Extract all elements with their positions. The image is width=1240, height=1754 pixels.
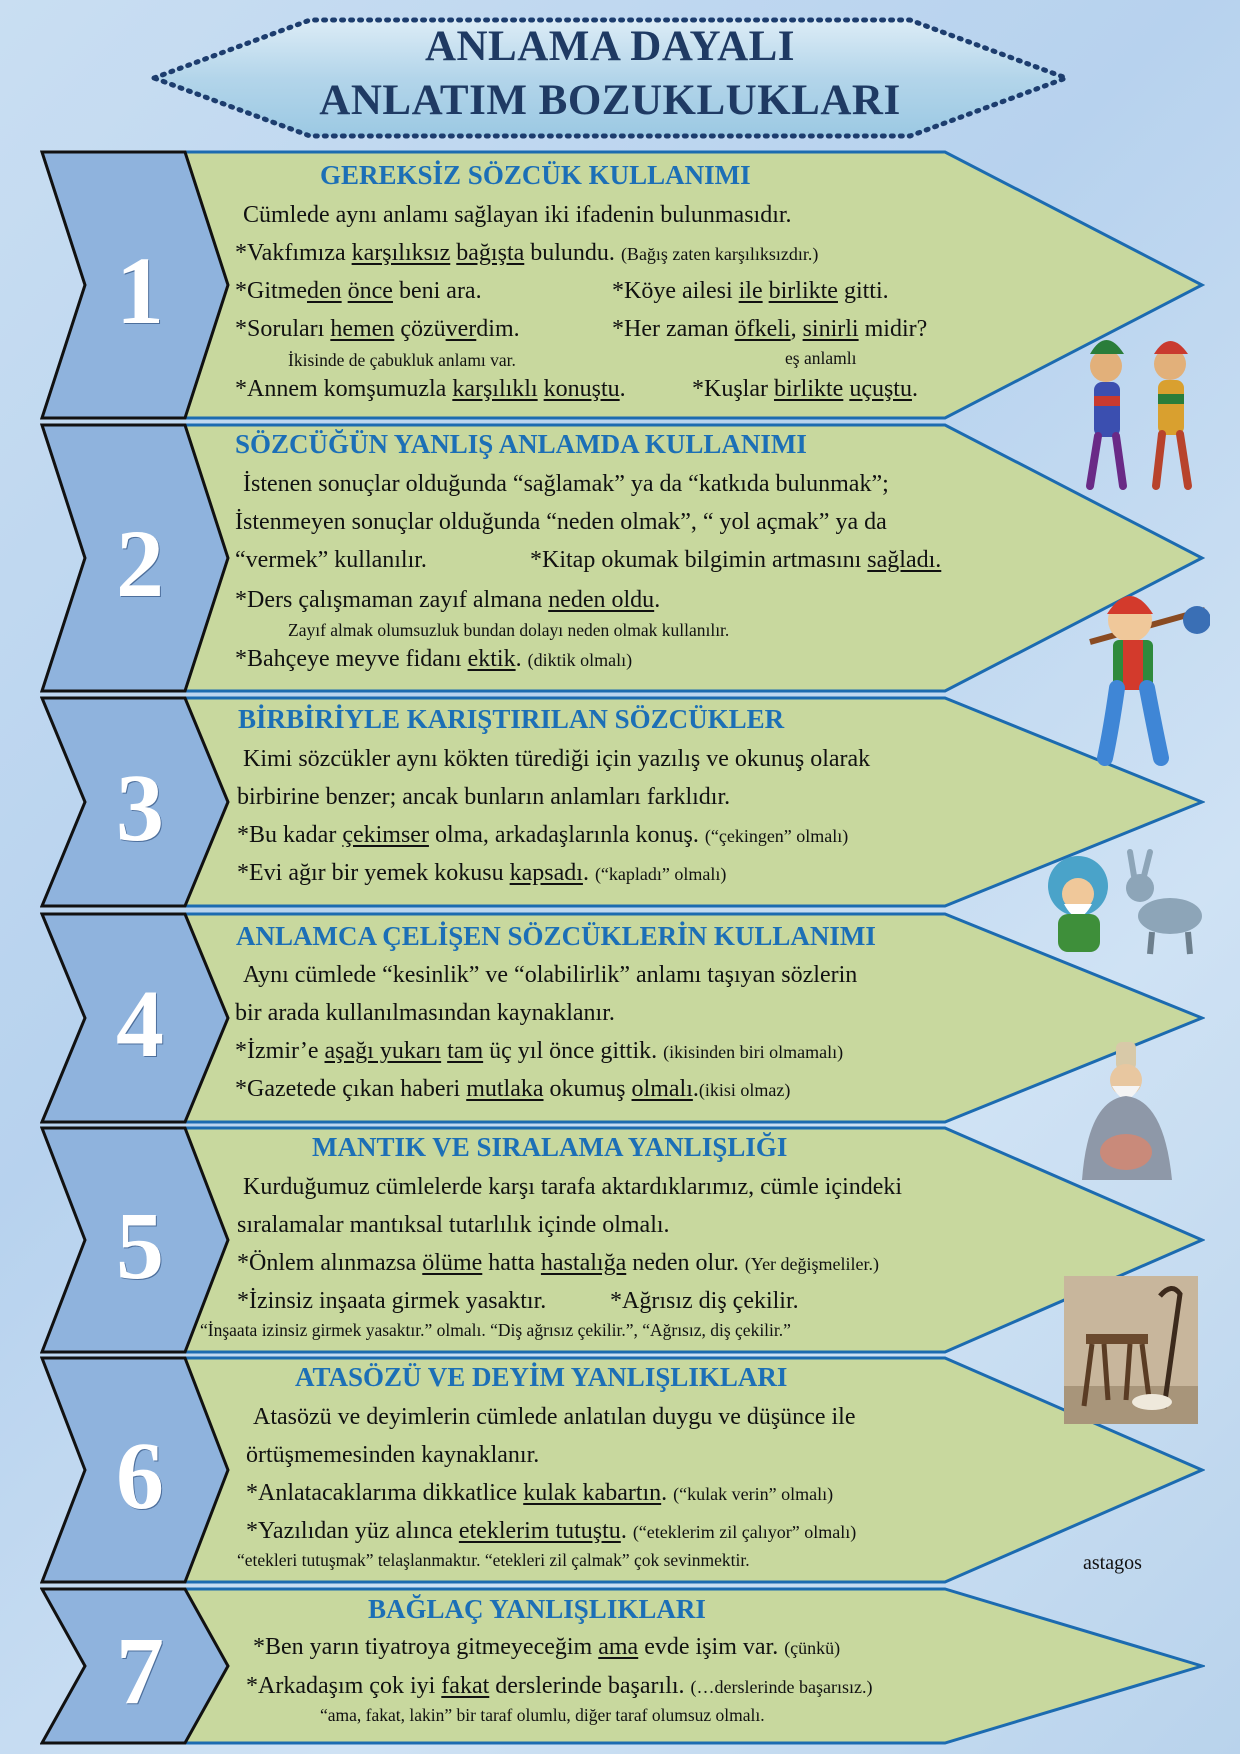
section-2-example-3: *Bahçeye meyve fidanı ektik. (diktik olmalı) [235, 646, 633, 672]
section-1-definition: Cümlede aynı anlamı sağlayan iki ifadenin bulunmasıdır. [243, 202, 792, 228]
section-1-number: 1 [116, 237, 164, 344]
section-4-definition-1: Aynı cümlede “kesinlik” ve “olabilirlik” anlamı taşıyan sözlerin [243, 962, 858, 988]
section-5-note: “İnşaata izinsiz girmek yasaktır.” olmalı. “Diş ağrısız çekilir.”, “Ağrısız, diş çekilir.” [200, 1320, 791, 1340]
section-1-example-2: *Gitmeden önce beni ara. [235, 278, 482, 304]
section-3-definition-2: birbirine benzer; ancak bunların anlamları farklıdır. [237, 784, 731, 810]
section-1-example-1: *Vakfımıza karşılıksız bağışta bulundu. (Bağış zaten karşılıksızdır.) [235, 240, 819, 266]
section-4-example-2: *Gazetede çıkan haberi mutlaka okumuş olmalı.(ikisi olmaz) [235, 1076, 791, 1102]
section-1-note-2: eş anlamlı [785, 348, 857, 368]
section-7-example-2: *Arkadaşım çok iyi fakat derslerinde başarılı. (…derslerinde başarısız.) [246, 1673, 873, 1699]
title-banner [150, 14, 1070, 142]
section-4 [40, 912, 1205, 1124]
section-2-number: 2 [116, 510, 164, 617]
section-2-definition-2: İstenmeyen sonuçlar olduğunda “neden olmak”, “ yol açmak” ya da [235, 509, 887, 535]
section-5-example-1: *Önlem alınmazsa ölüme hatta hastalığa neden olur. (Yer değişmeliler.) [237, 1250, 880, 1276]
section-6-example-1: *Anlatacaklarıma dikkatlice kulak kabartın. (“kulak verin” olmalı) [246, 1480, 834, 1506]
section-1-example-3: *Köye ailesi ile birlikte gitti. [612, 278, 889, 304]
section-5-heading: MANTIK VE SIRALAMA YANLIŞLIĞI [312, 1132, 788, 1162]
section-5-definition-1: Kurduğumuz cümlelerde karşı tarafa aktardıklarımız, cümle içindeki [243, 1174, 903, 1200]
section-6-note: “etekleri tutuşmak” telaşlanmaktır. “etekleri zil çalmak” çok sevinmektir. [237, 1550, 750, 1570]
section-3-example-2: *Evi ağır bir yemek kokusu kapsadı. (“kapladı” olmalı) [237, 860, 727, 886]
section-6-example-2: *Yazılıdan yüz alınca eteklerim tutuştu. (“eteklerim zil çalıyor” olmalı) [246, 1518, 857, 1544]
section-7 [40, 1587, 1205, 1745]
boy-with-bundle-illustration [1085, 580, 1210, 770]
nasreddin-hodja-and-donkey-illustration [1040, 848, 1215, 958]
stool-and-cane-illustration [1064, 1276, 1198, 1424]
section-6 [40, 1356, 1205, 1584]
section-7-heading: BAĞLAÇ YANLIŞLIKLARI [368, 1594, 706, 1624]
section-3-number: 3 [116, 754, 164, 861]
section-6-heading: ATASÖZÜ VE DEYİM YANLIŞLIKLARI [295, 1362, 788, 1392]
section-4-heading: ANLAMCA ÇELİŞEN SÖZCÜKLERİN KULLANIMI [236, 921, 876, 951]
section-3-example-1: *Bu kadar çekimser olma, arkadaşlarınla konuş. (“çekingen” olmalı) [237, 822, 849, 848]
title-line-2: ANLATIM BOZUKLUKLARI [319, 77, 901, 124]
section-5-definition-2: sıralamalar mantıksal tutarlılık içinde olmalı. [237, 1212, 670, 1238]
section-1-example-6: *Annem komşumuzla karşılıklı konuştu. [235, 376, 626, 402]
section-7-number: 7 [116, 1617, 164, 1724]
section-1-note-1: İkisinde de çabukluk anlamı var. [288, 350, 516, 370]
rumi-figure-illustration [1068, 1040, 1183, 1185]
section-4-number: 4 [116, 970, 164, 1077]
section-5-number: 5 [116, 1192, 164, 1299]
section-3-heading: BİRBİRİYLE KARIŞTIRILAN SÖZCÜKLER [238, 704, 785, 734]
section-2-example-2: *Ders çalışmaman zayıf almana neden oldu. [235, 587, 661, 613]
section-6-definition-2: örtüşmemesinden kaynaklanır. [246, 1442, 540, 1468]
section-2-definition-3: “vermek” kullanılır. [235, 547, 427, 573]
section-6-definition-1: Atasözü ve deyimlerin cümlede anlatılan duygu ve düşünce ile [253, 1404, 856, 1430]
section-2-example-1: *Kitap okumak bilgimin artmasını sağladı. [530, 547, 942, 573]
section-5 [40, 1126, 1205, 1354]
section-2-heading: SÖZCÜĞÜN YANLIŞ ANLAMDA KULLANIMI [235, 429, 807, 459]
section-1 [40, 150, 1205, 420]
section-4-definition-2: bir arada kullanılmasından kaynaklanır. [235, 1000, 615, 1026]
title-line-1: ANLAMA DAYALI [424, 23, 796, 70]
section-4-example-1: *İzmir’e aşağı yukarı tam üç yıl önce gittik. (ikisinden biri olmamalı) [235, 1038, 844, 1064]
section-2-note: Zayıf almak olumsuzluk bundan dolayı neden olmak kullanılır. [288, 620, 730, 640]
section-6-number: 6 [116, 1422, 164, 1529]
section-5-example-2: *İzinsiz inşaata girmek yasaktır. [237, 1288, 547, 1314]
section-5-example-3: *Ağrısız diş çekilir. [610, 1288, 799, 1314]
section-2-definition-1: İstenen sonuçlar olduğunda “sağlamak” ya da “katkıda bulunmak”; [243, 471, 889, 497]
section-7-note: “ama, fakat, lakin” bir taraf olumlu, diğer taraf olumsuz olmalı. [320, 1705, 765, 1725]
section-2 [40, 423, 1205, 693]
section-1-example-4: *Soruları hemen çözüverdim. [235, 316, 520, 342]
shadow-puppets-illustration [1068, 326, 1208, 501]
credit-text: astagos [1083, 1552, 1142, 1574]
section-7-example-1: *Ben yarın tiyatroya gitmeyeceğim ama evde işim var. (çünkü) [253, 1634, 841, 1660]
section-1-example-7: *Kuşlar birlikte uçuştu. [692, 376, 918, 402]
section-1-example-5: *Her zaman öfkeli, sinirli midir? [612, 316, 928, 342]
section-3-definition-1: Kimi sözcükler aynı kökten türediği için yazılış ve okunuş olarak [243, 746, 871, 772]
section-3 [40, 696, 1205, 908]
section-1-heading: GEREKSİZ SÖZCÜK KULLANIMI [320, 160, 751, 190]
